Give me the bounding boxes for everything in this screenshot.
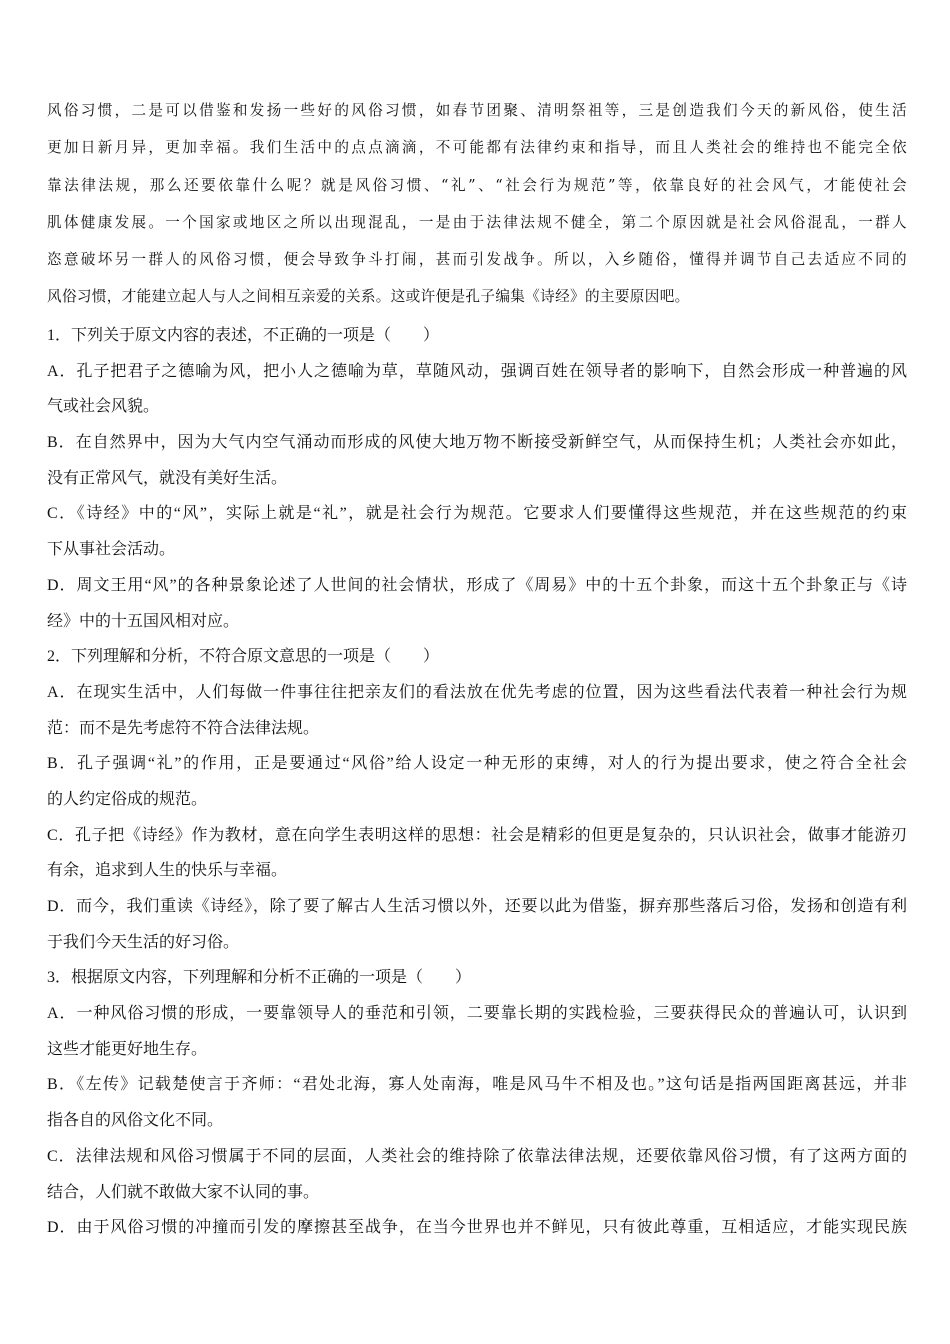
option-text-cont: 这些才能更好地生存。 [47, 1040, 208, 1058]
option-text: A．孔子把君子之德喻为风，把小人之德喻为草，草随风动，强调百姓在领导者的影响下，自然会形成一种普遍的风 [47, 362, 907, 380]
option-text-cont: 于我们今天生活的好习俗。 [47, 933, 240, 951]
option-c [47, 1139, 907, 1210]
option-text-cont: 没有正常风气，就没有美好生活。 [47, 469, 288, 487]
option-text: D．而今，我们重读《诗经》，除了要了解古人生活习惯以外，还要以此为借鉴，摒弃那些落后习俗，发扬和创造有利 [47, 898, 907, 915]
option-text-cont: 指各自的风俗文化不同。 [47, 1112, 224, 1130]
option-b [47, 1067, 907, 1138]
question-stem: 1．下列关于原文内容的表述，不正确的一项是（ ） [47, 327, 440, 344]
option-text: B．在自然界中，因为大气内空气涌动而形成的风使大地万物不断接受新鲜空气，从而保持生机；人类社会亦如此， [47, 434, 907, 452]
question-3 [47, 960, 907, 1246]
option-a [47, 354, 907, 425]
option-b [47, 425, 907, 496]
question-2 [47, 639, 907, 960]
passage-line: 恣意破坏另一群人的风俗习惯，便会导致争斗打闹，甚而引发战争。所以，入乡随俗，懂得并调节自己去适应不同的 [47, 251, 907, 269]
option-text-cont: 结合，人们就不敢做大家不认同的事。 [47, 1183, 320, 1201]
reading-passage [47, 92, 907, 316]
option-text: C．法律法规和风俗习惯属于不同的层面，人类社会的维持除了依靠法律法规，还要依靠风俗习惯，有了这两方面的 [47, 1147, 907, 1165]
question-list [47, 318, 907, 1246]
passage-line: 靠法律法规，那么还要依靠什么呢？就是风俗习惯、“礼”、“社会行为规范”等，依靠良好的社会风气，才能使社会 [47, 176, 907, 194]
option-text: B．孔子强调“礼”的作用，正是要通过“风俗”给人设定一种无形的束缚，对人的行为提出要求，使之符合全社会 [47, 755, 907, 773]
option-text: C．孔子把《诗经》作为教材，意在向学生表明这样的思想：社会是精彩的但更是复杂的，只认识社会，做事才能游刃 [47, 826, 907, 844]
option-c [47, 496, 907, 567]
option-b [47, 746, 907, 817]
option-d [47, 1210, 907, 1246]
passage-line: 更加日新月异，更加幸福。我们生活中的点点滴滴，不可能都有法律约束和指导，而且人类社会的维持也不能完全依 [47, 139, 907, 157]
option-text-cont: 下从事社会活动。 [47, 541, 176, 559]
option-text: D．由于风俗习惯的冲撞而引发的摩擦甚至战争，在当今世界也并不鲜见，只有彼此尊重，互相适应，才能实现民族 [47, 1219, 907, 1237]
passage-line: 肌体健康发展。一个国家或地区之所以出现混乱，一是由于法律法规不健全，第二个原因就是社会风俗混乱，一群人 [47, 213, 907, 231]
question-1 [47, 318, 907, 639]
question-stem: 2．下列理解和分析，不符合原文意思的一项是（ ） [47, 648, 440, 666]
option-a [47, 996, 907, 1067]
option-text: A．在现实生活中，人们每做一件事往往把亲友们的看法放在优先考虑的位置，因为这些看法代表着一种社会行为规 [47, 683, 907, 701]
option-text-cont: 的人约定俗成的规范。 [47, 790, 208, 808]
option-c [47, 818, 907, 889]
option-d [47, 889, 907, 960]
option-text: D．周文王用“风”的各种景象论述了人世间的社会情状，形成了《周易》中的十五个卦象，而这十五个卦象正与《诗 [47, 576, 907, 594]
option-text-cont: 范：而不是先考虑符不符合法律法规。 [47, 719, 320, 737]
option-text: B．《左传》记载楚使言于齐师：“君处北海，寡人处南海，唯是风马牛不相及也。”这句话是指两国距离甚远，并非 [47, 1076, 907, 1094]
option-text-cont: 经》中的十五国风相对应。 [47, 612, 240, 630]
option-text: C．《诗经》中的“风”，实际上就是“礼”，就是社会行为规范。它要求人们要懂得这些规范，并在这些规范的约束 [47, 505, 907, 523]
option-text: A．一种风俗习惯的形成，一要靠领导人的垂范和引领，二要靠长期的实践检验，三要获得民众的普遍认可，认识到 [47, 1005, 907, 1023]
question-stem: 3．根据原文内容，下列理解和分析不正确的一项是（ ） [47, 969, 472, 987]
option-text-cont: 有余，追求到人生的快乐与幸福。 [47, 862, 288, 880]
passage-line: 风俗习惯，才能建立起人与人之间相互亲爱的关系。这或许便是孔子编集《诗经》的主要原因吧。 [47, 288, 690, 306]
option-a [47, 675, 907, 746]
passage-line: 风俗习惯，二是可以借鉴和发扬一些好的风俗习惯，如春节团聚、清明祭祖等，三是创造我们今天的新风俗，使生活 [47, 102, 907, 119]
option-d [47, 568, 907, 639]
option-text-cont: 气或社会风貌。 [47, 398, 160, 416]
